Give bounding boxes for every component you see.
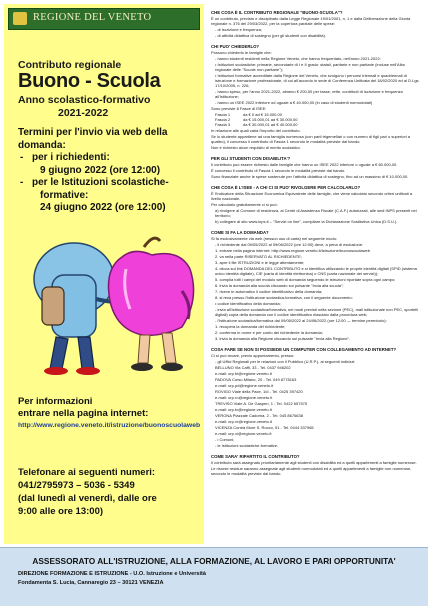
section-how-step: 3. invia la domanda alla Regione cliccando sul pulsante "Invia alla Regione". <box>215 336 351 341</box>
info-block <box>18 396 204 432</box>
children-apple-illustration <box>22 229 197 384</box>
section-disability-text-3: Sono finanziate anche le spese sostenute per l'attività didattica di sostegno, fino ad un massimo di € 10.000,00. <box>211 174 409 179</box>
title-anno: Anno scolastico-formativo <box>18 94 151 106</box>
section-what-bullet-1: - di Iscrizione e frequenza; <box>215 27 262 32</box>
urp-office: PADOVA Corso Milano, 20 - Tel. 049 8778163 <box>215 377 297 382</box>
section-no-computer-text: Ci si può recare, previo appuntamento, presso: <box>211 353 295 358</box>
section-title-no-computer: COSA FARE SE NON SI POSSIEDE UN COMPUTER CON COLLEGAMENTO AD INTERNET? <box>211 347 397 352</box>
section-how-step: 2. va nella parte RISERVATO AL RICHIEDENTE; <box>215 254 302 259</box>
section-isee-bullet-1: a) rivolgere al Comune di residenza, ai Centri di Assistenza Fiscale (C.A.F.) autorizzati, alle sedi INPS presenti nel territorio; <box>215 208 417 218</box>
section-how-step: - l'Istituzione scolastica/formativa dal 09/05/2022 al 24/06/2022 (ore 12:00 — termine perentorio): <box>215 318 387 323</box>
section-no-computer-bullet-3: - le Istituzioni scolastiche-formative. <box>215 443 279 448</box>
phone-hours-2: 9:00 alle ore 13:00) <box>18 506 104 517</box>
isee-band-row: Fascia 2 da € 15.000,01 ad € 30.000,00 <box>215 117 298 122</box>
section-how-step: 8. si reca presso l'Istituzione scolastica-formativa, con il seguente documento: <box>215 295 353 300</box>
title-contributo: Contributo regionale <box>18 59 122 71</box>
info-line-2: entrare nella pagina internet: <box>18 408 149 419</box>
section-how-step: 1. recupera la domanda del richiedente; <box>215 324 286 329</box>
urp-office: ROVIGO Viale della Pace, 1/d - Tel. 0425 397420 <box>215 389 303 394</box>
phone-numbers: 041/2795973 – 5036 - 5349 <box>18 480 135 491</box>
section-who-bullet-2: • Istituzioni scolastiche: primarie, secondarie di I e II grado: statali, paritarie e non paritarie (incluse nell'Albo regionale delle "Scuole non paritarie"); <box>215 62 406 72</box>
section-isee-bullet-2: b) collegare al sito www.inps.it – "Servizi on line", compilare la Dichiarazione Sostitutiva Unica (D.S.U.). <box>215 219 398 224</box>
lion-emblem-icon <box>13 12 27 25</box>
section-no-computer-bullet-2: - i Comuni; <box>215 437 235 442</box>
section-who-bullet-1: - hanno studenti residenti nella Regione Veneto, che hanno frequentato, nell'anno 2021-2022: <box>215 56 381 61</box>
urp-office-email[interactable]: e-mail: urp.vr@regione.veneto.it <box>215 419 272 424</box>
isee-band-row: Fascia 1 da € 0 ad € 15.000,00 <box>215 112 282 117</box>
section-isee-text-2: Per calcolarlo gratuitamente ci si può: <box>211 202 278 207</box>
apple-figure <box>109 238 194 371</box>
section-no-computer-bullet-1: - gli Uffici Regionali per le relazioni con il Pubblico (U.R.P.), ai seguenti indirizzi: <box>215 359 356 364</box>
section-how-step: 4. clicca sul link DOMANDA DEL CONTRIBUTO e si identifica utilizzando le proprie identità digitali (SPID (sistema unico identità digitale), CIE (carta di identità elettronica) o CNS (carta nazionale dei servizi)); <box>215 266 417 276</box>
section-how-step: • codice identificativo della domanda; <box>215 301 281 306</box>
urp-office: TREVISO Viale A. De Gasperi, 1 - Tel. 0422 657575 <box>215 401 308 406</box>
section-who-text-4: Se lo studente appartiene ad una famiglia numerosa (con parti trigemellari o con numero di figli pari o superiori a quattro), il concesso il contributo di Fascia 1 secondo le modalità previste dal bando. <box>211 134 410 144</box>
child-figure <box>34 243 120 375</box>
phone-hours-1: (dal lunedì al venerdì, dalle ore <box>18 493 157 504</box>
section-how-step: 6. invia la domanda alla scuola cliccando sul pulsante "Invia alla scuola"; <box>215 283 344 288</box>
section-how-step: 1. entrare nella pagina internet: http://www.regione.veneto.it/istruzione/buonoscuolaweb <box>215 248 370 253</box>
left-panel <box>4 4 204 544</box>
section-how-text-1: Si fa esclusivamente via web (nessun uso di carta) nel seguente modo: <box>211 236 338 241</box>
info-line-1: Per informazioni <box>18 396 93 407</box>
deadline-schools: - per le Istituzioni scolastiche- <box>18 177 204 190</box>
section-title-how: COME SI FA LA DOMANDA? <box>211 230 269 235</box>
section-how-step: 5. compila tutti i campi del modulo web di domanda seguendo le istruzioni riportate sopra ogni campo; <box>215 277 396 282</box>
phone-block <box>18 466 204 518</box>
urp-office-email[interactable]: e-mail: urp.tv@regione.veneto.it <box>215 407 272 412</box>
section-title-isee: CHE COSA È L'ISEE - A CHI CI SI PUO' RIVOLGERE PER CALCOLARLO? <box>211 185 361 190</box>
section-what-text: È un contributo, previsto e disciplinato dalla Legge Regionale 19/01/2001, n. 1 e dalla Deliberazione della Giunta regionale n. 376 del 29/03/2022, per la copertura parziale delle spese: <box>211 16 411 26</box>
section-who-text-3: In relazione alle quali varia l'importo del contributo. <box>211 128 301 133</box>
urp-office-email[interactable]: e-mail: urp.vi@regione.veneto.it <box>215 431 272 436</box>
info-url-link[interactable]: http://www.regione.veneto.it/istruzione/buonoscuolaweb <box>18 422 201 429</box>
urp-office-email[interactable]: e-mail: urp.bl@regione.veneto.it <box>215 371 272 376</box>
deadline-schools-cont: formative: <box>40 189 89 201</box>
section-title-what: CHE COSA È IL CONTRIBUTO REGIONALE "BUONO-SCUOLA"? <box>211 10 343 15</box>
deadlines-intro-2: domanda: <box>18 139 66 151</box>
title-years: 2021-2022 <box>58 107 109 119</box>
deadlines-block <box>18 127 204 215</box>
section-how-step: - il richiedente dal 09/05/2022 al 09/06/2022 (ore 12:00) deve, a pena di esclusione: <box>215 242 364 247</box>
urp-office-email[interactable]: e-mail: urp.pd@regione.veneto.it <box>215 383 274 388</box>
footer-direzione: DIREZIONE FORMAZIONE E ISTRUZIONE - U.O. Istruzione e Università <box>18 571 207 577</box>
section-distribution-text-1: Il contributo sarà assegnato prioritariamente agli studenti con disabilità ed a quelli appartenenti a famiglie numerose. <box>211 460 417 465</box>
isee-bands-table <box>215 112 421 127</box>
section-who-bullet-5: - hanno un ISEE 2022 inferiore od uguale a € 40.000,00 (in caso di studenti normodotati) <box>215 100 373 105</box>
deadline-schools-date: 24 giugno 2022 (ore 12:00) <box>40 202 166 213</box>
section-who-bullet-4: - hanno speso, per l'anno 2021-2022, almeno € 200,00 per tasse, rette, contributi di iscrizione e frequenza all'Istituzione; <box>215 89 403 99</box>
urp-office-email[interactable]: e-mail: urp.ro@regione.veneto.it <box>215 395 273 400</box>
deadline-applicants: - per i richiedenti: <box>18 152 204 165</box>
section-who-text-1: Possono chiederlo le famiglie che: <box>211 50 272 55</box>
urp-office: BELLUNO Via Caffi, 33 - Tel. 0437 946202 <box>215 365 291 370</box>
section-distribution-text-2: Le risorse residue saranno assegnate agli studenti normodotati ed a quelli appartenenti a famiglie non numerose, secondo le modalità previste dal bando. <box>211 466 412 476</box>
right-panel <box>211 8 421 543</box>
footer-address: Fondamenta S. Lucia, Cannaregio 23 – 30121 VENEZIA <box>18 580 164 586</box>
section-title-distribution: COME SARA' RIPARTITO IL CONTRIBUTO? <box>211 454 300 459</box>
section-how-step: - invia all'Istituzione scolastica/formativa, nei modi previsti nella sezione (PEC), mail istituzionale non PEC, sportelli digitali) copia della domanda con il codice identificativo rilasciato dalla procedura web; <box>215 307 419 317</box>
section-disability-text-1: Il contributo può essere richiesto dalle famiglie che hanno un ISEE 2022 inferiore o uguale a € 60.000,00. <box>211 162 398 167</box>
section-who-text-2: Sono previste 8 Fasce di ISEE: <box>211 106 267 111</box>
region-logo <box>8 8 200 30</box>
urp-office: VERONA Piazzale Cadorna, 2 - Tel. 045 8676638 <box>215 413 303 418</box>
footer-band <box>0 547 428 606</box>
deadline-applicants-date: 9 giugno 2022 (ore 12:00) <box>40 164 161 176</box>
isee-band-row: Fascia 3 da € 30.000,01 ad € 40.000,00 <box>215 122 298 127</box>
section-disability-text-2: È concesso il contributo di Fascia 1 secondo le modalità previste dal bando. <box>211 168 346 173</box>
section-title-who: CHI PUO' CHIEDERLO? <box>211 44 260 49</box>
section-how-step: 3. apre il file ISTRUZIONI e le legge attentamente; <box>215 260 305 265</box>
section-isee-text-1: È l'Indicatore della Situazione Economica Equivalente delle famiglie, che viene calcolato secondo criteri unificati a livello nazionale. <box>211 191 413 201</box>
urp-office: VICENZA Contrà Mure S. Rocco, 51 - Tel. 0444 337965 <box>215 425 314 430</box>
deadlines-intro-1: Termini per l'invio via web della <box>18 127 168 138</box>
footer-assessorato: ASSESSORATO ALL'ISTRUZIONE, ALLA FORMAZIONE, AL LAVORO E PARI OPPORTUNITA' <box>32 556 396 566</box>
phone-line-1: Telefonare ai seguenti numeri: <box>18 467 156 478</box>
region-logo-text: REGIONE DEL VENETO <box>33 12 152 23</box>
title-buono-scuola: Buono - Scuola <box>18 70 161 92</box>
section-how-step: 2. conferma in nome e per conto del richiedente la domanda; <box>215 330 323 335</box>
section-title-disability: PER GLI STUDENTI CON DISABILITA'? <box>211 156 291 161</box>
section-what-bullet-2: - di attività didattica di sostegno (per gli studenti con disabilità). <box>215 33 326 38</box>
section-how-step: 7. riceve in automatico il codice identificativo della domanda; <box>215 289 323 294</box>
section-who-bullet-3: • Istituzioni formative accreditate dalla Regione del Veneto, che svolgono i percorsi triennali e quadriennali di istruzione e formazione professionale, di cui all'accordo in sede di Conferenza Unificata del 18/02/2020 ed al D.Lgs. 17/10/2005, n. 226; <box>215 73 420 88</box>
section-who-text-5: Non è richiesto alcun requisito di merito scolastico. <box>211 145 301 150</box>
